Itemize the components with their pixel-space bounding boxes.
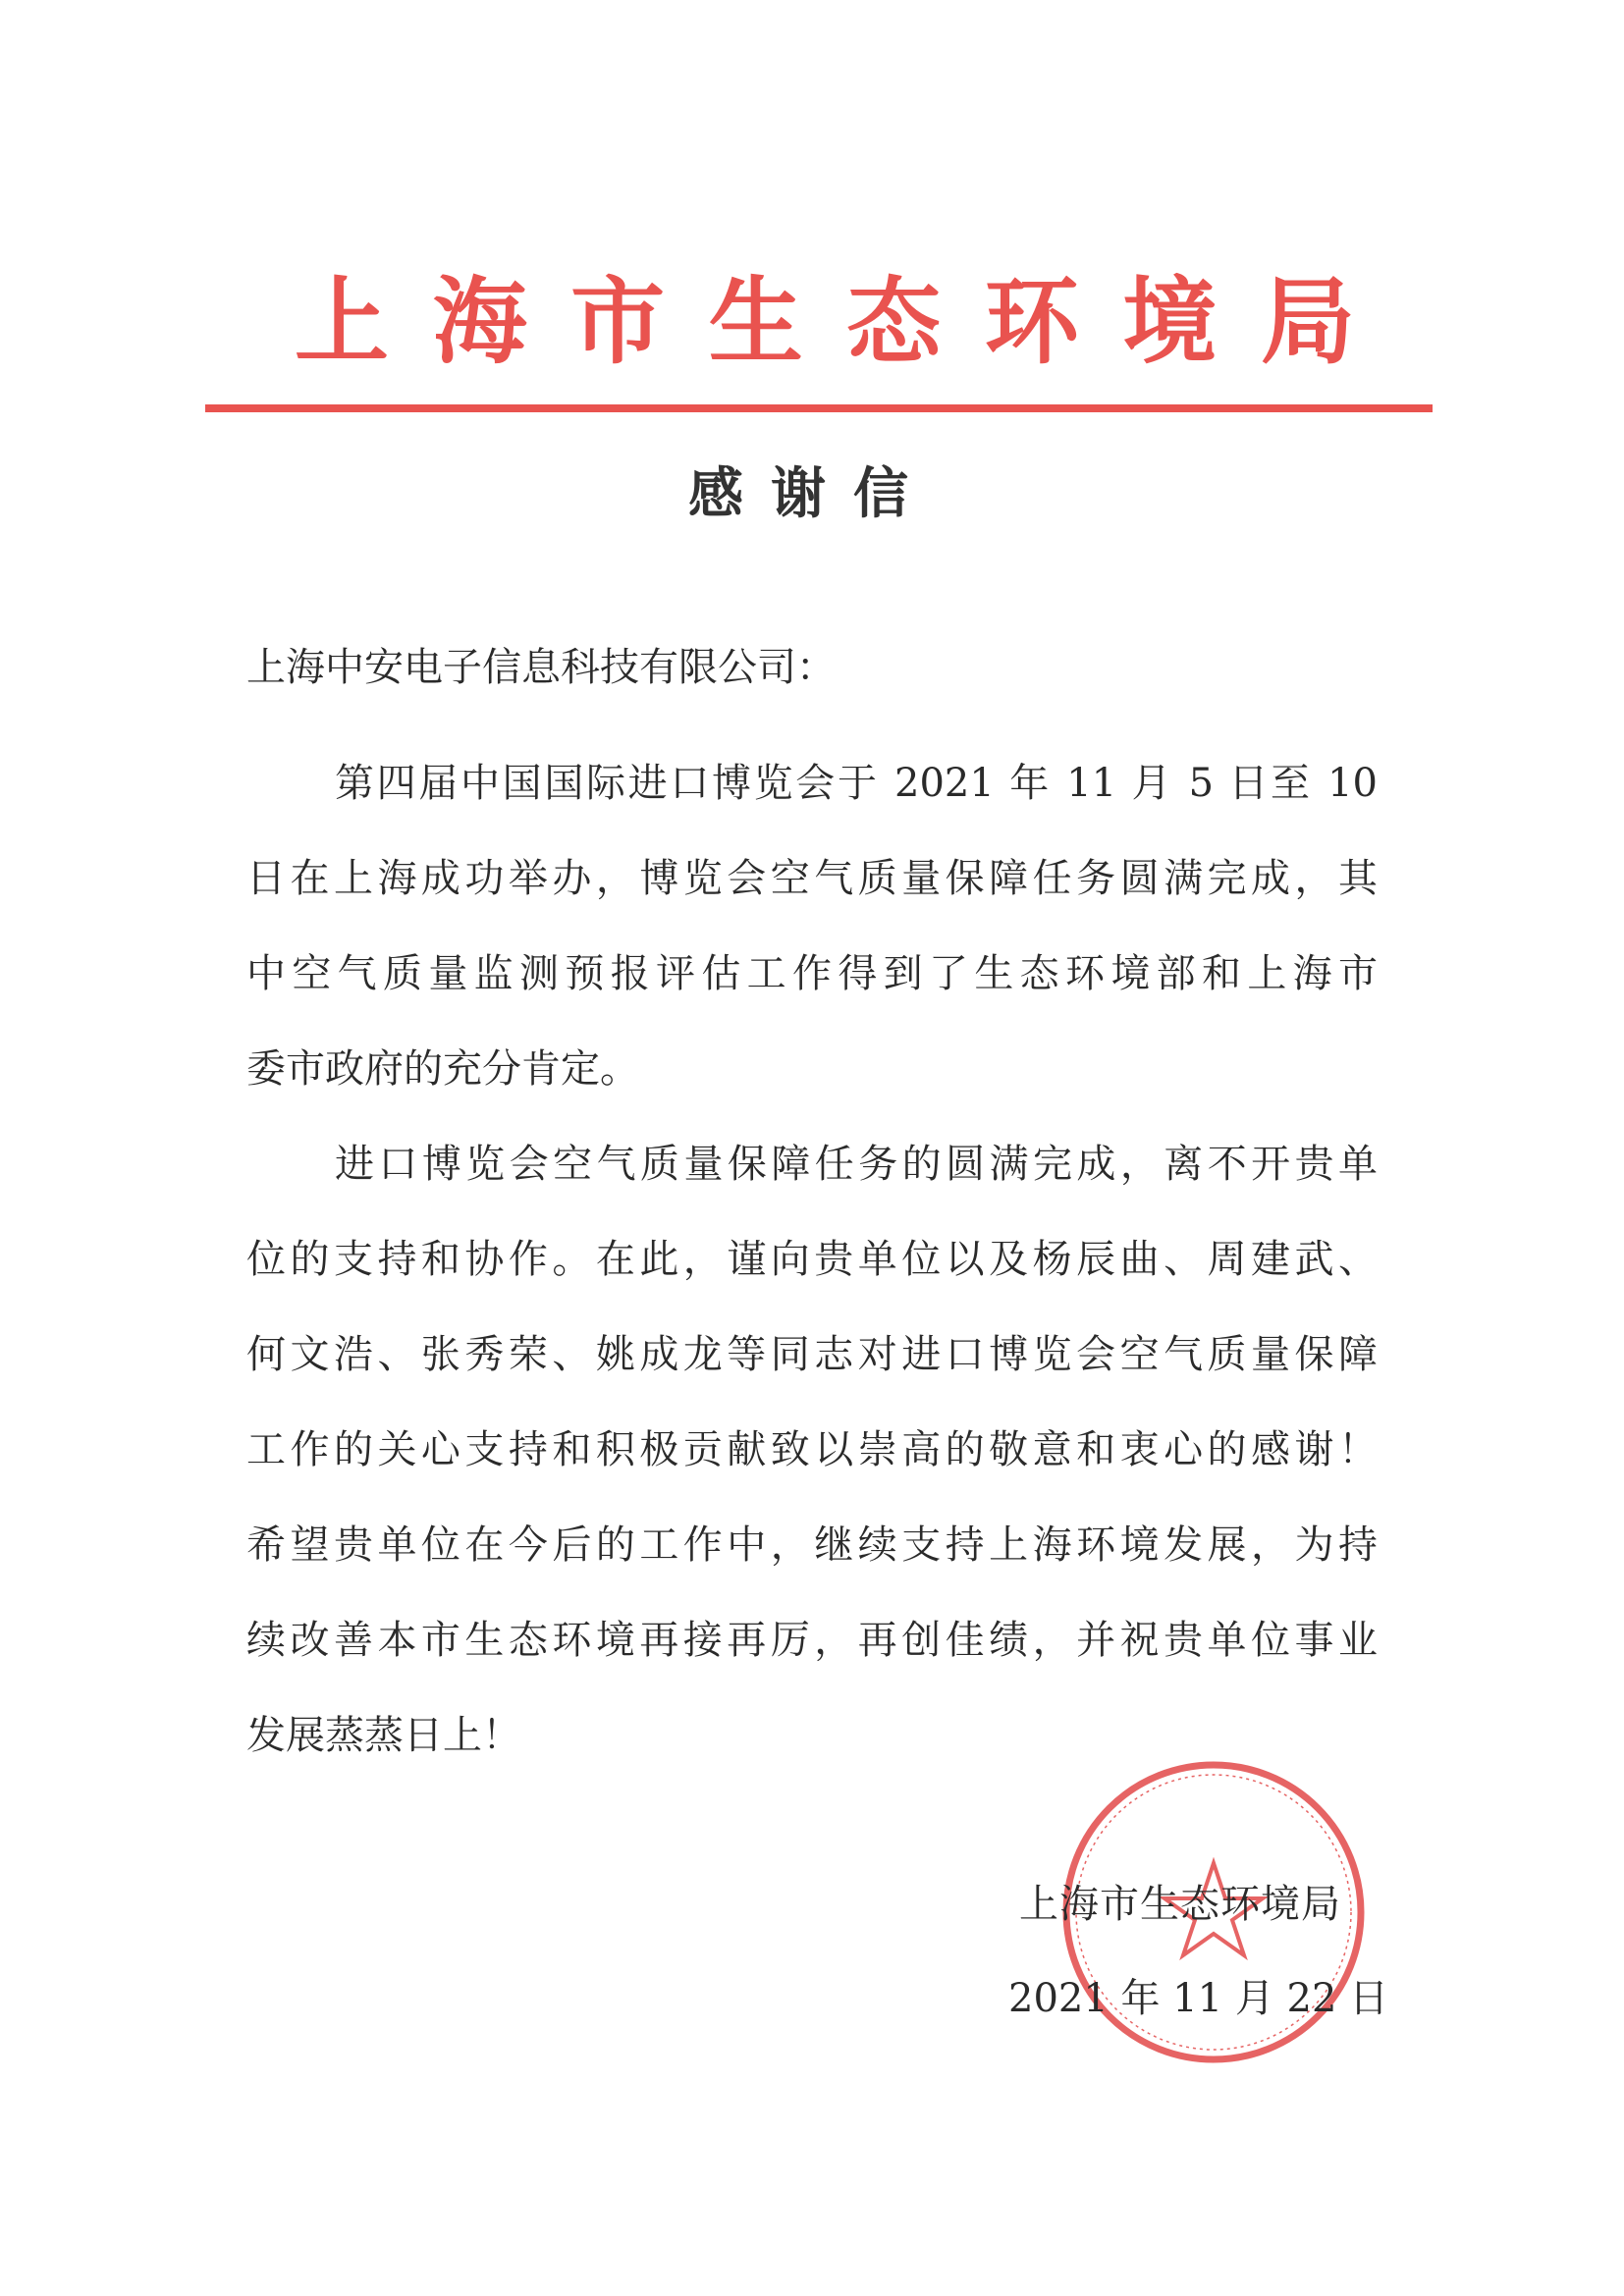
- body-line: 日在上海成功举办，博览会空气质量保障任务圆满完成，其: [246, 856, 1378, 901]
- body-line: 发展蒸蒸日上！: [246, 1713, 521, 1758]
- letterhead-char: 境: [1122, 266, 1218, 377]
- body-line: 位的支持和协作。在此，谨向贵单位以及杨辰曲、周建武、: [246, 1237, 1378, 1282]
- signature-issuer: 上海市生态环境局: [1019, 1882, 1341, 1927]
- letterhead-char: 上: [295, 266, 389, 377]
- letterhead-char: 局: [1260, 266, 1355, 377]
- body-line: 希望贵单位在今后的工作中，继续支持上海环境发展，为持: [246, 1522, 1378, 1568]
- letterhead-char: 态: [846, 266, 942, 377]
- body-line: 委市政府的充分肯定。: [246, 1046, 639, 1092]
- body-line: 进口博览会空气质量保障任务的圆满完成，离不开贵单: [335, 1142, 1378, 1187]
- signature-date: 2021 年 11 月 22 日: [1008, 1976, 1389, 2021]
- letterhead-char: 环: [984, 266, 1079, 377]
- body-line: 中空气质量监测预报评估工作得到了生态环境部和上海市: [246, 951, 1378, 996]
- letterhead-char: 市: [570, 266, 666, 377]
- letterhead-title: [295, 263, 1355, 381]
- body-line: 续改善本市生态环境再接再厉，再创佳绩，并祝贵单位事业: [246, 1618, 1378, 1663]
- letterhead-char: 生: [708, 266, 803, 377]
- letterhead-char: 海: [432, 266, 527, 377]
- letterhead-divider: [205, 404, 1433, 412]
- letter-subject: 感谢信: [688, 461, 936, 526]
- body-line: 何文浩、张秀荣、姚成龙等同志对进口博览会空气质量保障: [246, 1332, 1378, 1377]
- body-line: 第四届中国国际进口博览会于 2021 年 11 月 5 日至 10: [335, 761, 1378, 806]
- body-line: 工作的关心支持和积极贡献致以崇高的敬意和衷心的感谢！: [246, 1427, 1378, 1472]
- letter-body: [246, 736, 1378, 1784]
- salutation: 上海中安电子信息科技有限公司：: [246, 645, 836, 690]
